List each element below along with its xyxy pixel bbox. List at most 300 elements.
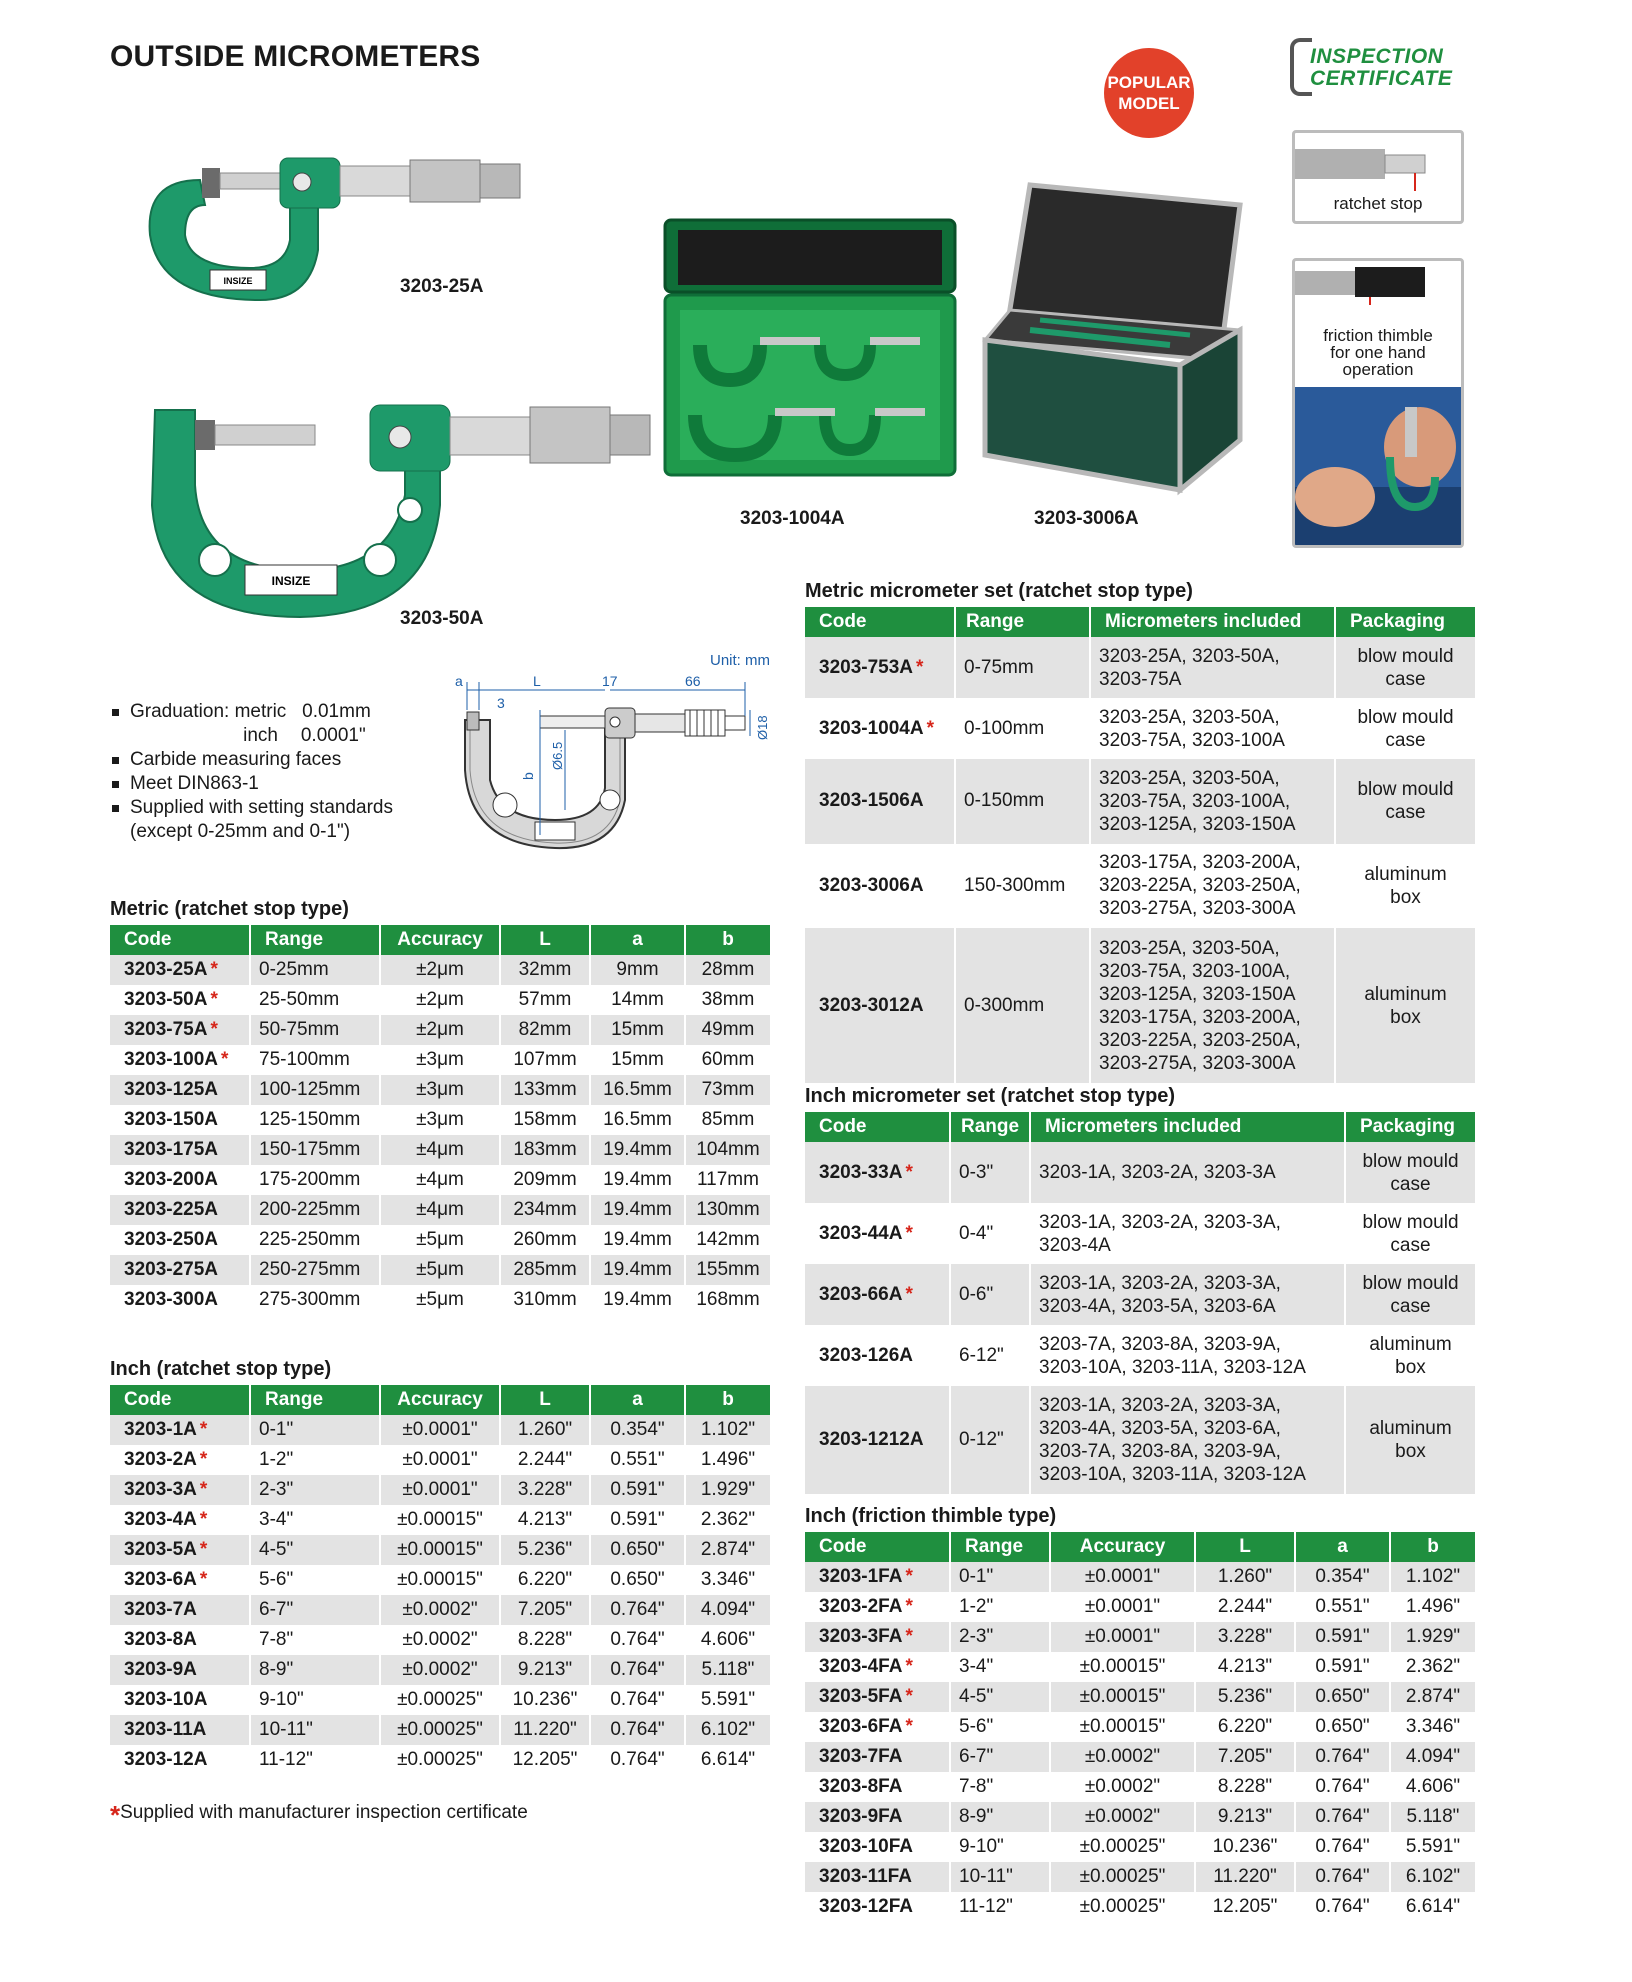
b-cell: 4.606" (685, 1625, 770, 1655)
metric-set-title: Metric micrometer set (ratchet stop type) (805, 580, 1193, 602)
range-cell: 0-1" (250, 1415, 380, 1445)
b-cell: 1.496" (685, 1445, 770, 1475)
packaging-line: box (1395, 1441, 1426, 1462)
range-cell: 75-100mm (250, 1045, 380, 1075)
table-row (805, 1142, 1475, 1203)
code-cell (110, 1195, 250, 1225)
range-cell: 225-250mm (250, 1225, 380, 1255)
range-cell: 0-25mm (250, 955, 380, 985)
range-cell: 6-7" (250, 1595, 380, 1625)
ratchet-stop-inset (1292, 130, 1464, 224)
range-cell: 8-9" (950, 1802, 1050, 1832)
column-header: Packaging (1345, 1112, 1475, 1142)
table-row (110, 1655, 770, 1685)
accuracy-cell: ±3μm (380, 1045, 500, 1075)
inch-set-title: Inch micrometer set (ratchet stop type) (805, 1085, 1176, 1107)
header-row (805, 607, 1475, 637)
a-cell: 0.650" (590, 1565, 685, 1595)
certificate-star-icon: * (199, 1419, 208, 1440)
b-cell: 5.591" (685, 1685, 770, 1715)
a-cell: 0.764" (590, 1655, 685, 1685)
spec-graduation-inch (110, 724, 393, 748)
included-line: 3203-175A, 3203-200A, (1099, 1006, 1301, 1028)
inch-friction-title: Inch (friction thimble type) (805, 1505, 1057, 1527)
l-cell: 234mm (500, 1195, 590, 1225)
certificate-star-icon: * (916, 656, 924, 678)
code-text: 3203-1212A (819, 1429, 924, 1450)
column-header: Accuracy (1050, 1532, 1195, 1562)
table-row (805, 1682, 1475, 1712)
code-text: 3203-175A (124, 1139, 219, 1160)
table-row (110, 1445, 770, 1475)
code-cell (805, 1386, 950, 1494)
accuracy-cell: ±0.0001" (380, 1415, 500, 1445)
b-cell: 85mm (685, 1105, 770, 1135)
code-text: 3203-66A (819, 1283, 903, 1305)
a-cell: 0.650" (590, 1535, 685, 1565)
friction-label-2: for one hand (1330, 343, 1426, 362)
code-cell (110, 1255, 250, 1285)
packaging-line: box (1390, 1006, 1421, 1028)
packaging-line: blow mould (1357, 779, 1454, 801)
code-cell (805, 1142, 950, 1203)
svg-text:INSIZE: INSIZE (271, 574, 311, 588)
code-cell (110, 1655, 250, 1685)
included-line: 3203-125A, 3203-150A (1099, 813, 1296, 835)
certificate-star-icon: * (210, 989, 218, 1010)
included-line: 3203-275A, 3203-300A (1099, 1052, 1296, 1074)
ratchet-stop-icon (1295, 133, 1461, 193)
column-header: b (1390, 1532, 1475, 1562)
packaging-cell (1335, 698, 1475, 759)
certificate-star-icon: * (905, 1686, 913, 1707)
header-row (110, 925, 770, 955)
packaging-line: case (1385, 729, 1426, 751)
a-cell: 0.354" (1295, 1562, 1390, 1592)
header-row (805, 1532, 1475, 1562)
friction-label-1: friction thimble (1323, 326, 1433, 345)
code-text: 3203-6FA (819, 1716, 903, 1737)
certificate-star-icon: * (905, 1716, 913, 1737)
code-cell (805, 1562, 950, 1592)
certificate-star-icon: * (905, 1566, 913, 1587)
code-cell (110, 1015, 250, 1045)
accuracy-cell: ±0.00015" (1050, 1712, 1195, 1742)
a-cell: 0.650" (1295, 1682, 1390, 1712)
table-row (805, 1742, 1475, 1772)
certificate-star-icon: * (210, 1019, 218, 1040)
included-line: 3203-275A, 3203-300A (1099, 898, 1296, 920)
table-row (110, 1105, 770, 1135)
column-header: Code (805, 1112, 950, 1142)
included-line: 3203-225A, 3203-250A, (1099, 875, 1301, 897)
dim-66-label: 66 (685, 673, 701, 689)
packaging-line: case (1390, 1234, 1431, 1256)
packaging-cell (1335, 844, 1475, 929)
table-row (805, 637, 1475, 698)
dimension-diagram (445, 670, 775, 860)
packaging-cell (1345, 1325, 1475, 1386)
code-text: 3203-275A (124, 1259, 219, 1280)
metric-set-table (805, 607, 1475, 1083)
a-cell: 19.4mm (590, 1165, 685, 1195)
certificate-star-icon: * (905, 1283, 913, 1305)
table-row (805, 1325, 1475, 1386)
packaging-line: box (1395, 1356, 1426, 1378)
table-row (805, 1203, 1475, 1264)
range-cell: 7-8" (950, 1772, 1050, 1802)
table-row (110, 1045, 770, 1075)
column-header: b (685, 1385, 770, 1415)
accuracy-cell: ±0.00015" (1050, 1682, 1195, 1712)
included-line: 3203-7A, 3203-8A, 3203-9A, (1039, 1441, 1281, 1462)
b-cell: 5.118" (685, 1655, 770, 1685)
header-row (110, 1385, 770, 1415)
column-header: Range (250, 1385, 380, 1415)
code-cell (805, 1862, 950, 1892)
accuracy-cell: ±0.0002" (1050, 1772, 1195, 1802)
b-cell: 6.102" (1390, 1862, 1475, 1892)
code-text: 3203-3FA (819, 1626, 903, 1647)
code-text: 3203-11A (124, 1719, 207, 1740)
accuracy-cell: ±0.00015" (380, 1565, 500, 1595)
code-cell (110, 1685, 250, 1715)
column-header: L (500, 1385, 590, 1415)
table-row (110, 985, 770, 1015)
spec-graduation-metric (110, 700, 393, 724)
l-cell: 2.244" (500, 1445, 590, 1475)
code-text: 3203-753A (819, 656, 914, 678)
code-text: 3203-5A (124, 1539, 197, 1560)
b-cell: 1.496" (1390, 1592, 1475, 1622)
l-cell: 285mm (500, 1255, 590, 1285)
range-cell: 200-225mm (250, 1195, 380, 1225)
packaging-line: case (1385, 802, 1426, 824)
range-cell: 1-2" (950, 1592, 1050, 1622)
table-row (805, 1832, 1475, 1862)
a-cell: 0.591" (590, 1475, 685, 1505)
a-cell: 19.4mm (590, 1225, 685, 1255)
certificate-star-icon: * (199, 1569, 208, 1590)
ratchet-stop-label: ratchet stop (1333, 194, 1423, 213)
table-row (110, 1745, 770, 1775)
model-50a-caption: 3203-50A (400, 608, 484, 629)
b-cell: 3.346" (1390, 1712, 1475, 1742)
b-cell: 1.929" (685, 1475, 770, 1505)
code-text: 3203-50A (124, 989, 208, 1010)
accuracy-cell: ±0.00015" (380, 1535, 500, 1565)
spec-item: Meet DIN863-1 (110, 772, 393, 796)
code-cell (110, 1595, 250, 1625)
l-cell: 5.236" (1195, 1682, 1295, 1712)
l-cell: 10.236" (1195, 1832, 1295, 1862)
table-row (110, 1505, 770, 1535)
inch-set-table (805, 1112, 1475, 1494)
accuracy-cell: ±5μm (380, 1255, 500, 1285)
code-cell (110, 1475, 250, 1505)
l-cell: 7.205" (500, 1595, 590, 1625)
code-cell (805, 1592, 950, 1622)
table-row (805, 1652, 1475, 1682)
code-cell (110, 1715, 250, 1745)
accuracy-cell: ±0.00025" (1050, 1832, 1195, 1862)
l-cell: 3.228" (500, 1475, 590, 1505)
included-line: 3203-25A, 3203-50A, (1099, 645, 1280, 667)
a-cell: 0.551" (590, 1445, 685, 1475)
table-row (110, 1075, 770, 1105)
set-3006a-box-image (970, 180, 1250, 500)
l-cell: 107mm (500, 1045, 590, 1075)
code-text: 3203-5FA (819, 1686, 903, 1707)
packaging-line: blow mould (1362, 1211, 1459, 1233)
l-cell: 2.244" (1195, 1592, 1295, 1622)
page-title: OUTSIDE MICROMETERS (110, 40, 481, 73)
range-cell: 250-275mm (250, 1255, 380, 1285)
accuracy-cell: ±5μm (380, 1225, 500, 1255)
table-row (805, 1386, 1475, 1494)
included-cell (1090, 698, 1335, 759)
range-cell: 6-12" (950, 1325, 1030, 1386)
accuracy-cell: ±0.0001" (1050, 1592, 1195, 1622)
code-text: 3203-44A (819, 1222, 903, 1244)
dim-3-label: 3 (497, 695, 505, 711)
l-cell: 4.213" (1195, 1652, 1295, 1682)
certificate-star-icon: * (926, 717, 934, 739)
b-cell: 60mm (685, 1045, 770, 1075)
column-header: Range (950, 1532, 1050, 1562)
l-cell: 7.205" (1195, 1742, 1295, 1772)
b-cell: 4.094" (685, 1595, 770, 1625)
included-line: 3203-4A, 3203-5A, 3203-6A, (1039, 1418, 1281, 1439)
code-cell (110, 1285, 250, 1315)
range-cell: 3-4" (250, 1505, 380, 1535)
micrometer-25a-image (140, 140, 560, 310)
accuracy-cell: ±2μm (380, 985, 500, 1015)
column-header: a (590, 1385, 685, 1415)
column-header: L (500, 925, 590, 955)
l-cell: 133mm (500, 1075, 590, 1105)
code-cell (110, 1445, 250, 1475)
code-cell (805, 1892, 950, 1922)
a-cell: 0.764" (1295, 1832, 1390, 1862)
included-line: 3203-75A (1099, 668, 1182, 690)
column-header: Range (950, 1112, 1030, 1142)
packaging-line: blow mould (1357, 645, 1454, 667)
included-line: 3203-75A, 3203-100A (1099, 729, 1285, 751)
b-cell: 1.929" (1390, 1622, 1475, 1652)
range-cell: 4-5" (950, 1682, 1050, 1712)
included-cell (1090, 844, 1335, 929)
dim-17-label: 17 (602, 673, 618, 689)
code-text: 3203-2A (124, 1449, 197, 1470)
l-cell: 183mm (500, 1135, 590, 1165)
included-cell (1090, 637, 1335, 698)
included-cell (1030, 1325, 1345, 1386)
a-cell: 0.764" (590, 1625, 685, 1655)
b-cell: 38mm (685, 985, 770, 1015)
accuracy-cell: ±0.0001" (380, 1445, 500, 1475)
accuracy-cell: ±0.00025" (380, 1685, 500, 1715)
code-cell (110, 955, 250, 985)
range-cell: 10-11" (950, 1862, 1050, 1892)
dim-b-label: b (520, 772, 536, 780)
code-cell (805, 637, 955, 698)
inch-ratchet-title: Inch (ratchet stop type) (110, 1358, 332, 1380)
code-cell (110, 1135, 250, 1165)
code-cell (110, 1075, 250, 1105)
table-row (110, 1595, 770, 1625)
badge-line-2: MODEL (1118, 94, 1180, 113)
accuracy-cell: ±4μm (380, 1165, 500, 1195)
range-cell: 9-10" (250, 1685, 380, 1715)
range-cell: 100-125mm (250, 1075, 380, 1105)
code-cell (805, 1652, 950, 1682)
b-cell: 49mm (685, 1015, 770, 1045)
l-cell: 310mm (500, 1285, 590, 1315)
certificate-star-icon: * (199, 1479, 208, 1500)
l-cell: 3.228" (1195, 1622, 1295, 1652)
packaging-line: box (1390, 886, 1421, 908)
packaging-line: blow mould (1357, 706, 1454, 728)
footnote-text: Supplied with manufacturer inspection certificate (120, 1802, 528, 1823)
b-cell: 6.102" (685, 1715, 770, 1745)
packaging-line: blow mould (1362, 1150, 1459, 1172)
range-cell: 0-6" (950, 1264, 1030, 1325)
l-cell: 6.220" (500, 1565, 590, 1595)
column-header: b (685, 925, 770, 955)
column-header: Accuracy (380, 925, 500, 955)
a-cell: 19.4mm (590, 1195, 685, 1225)
b-cell: 142mm (685, 1225, 770, 1255)
code-text: 3203-12FA (819, 1896, 914, 1917)
range-cell: 0-4" (950, 1203, 1030, 1264)
code-text: 3203-100A (124, 1049, 219, 1070)
table-row (110, 1165, 770, 1195)
table-row (805, 1592, 1475, 1622)
certificate-bracket-icon (1290, 38, 1312, 96)
range-cell: 0-1" (950, 1562, 1050, 1592)
b-cell: 2.362" (1390, 1652, 1475, 1682)
b-cell: 6.614" (1390, 1892, 1475, 1922)
included-line: 3203-25A, 3203-50A, (1099, 767, 1280, 789)
code-cell (110, 1625, 250, 1655)
included-line: 3203-4A (1039, 1234, 1111, 1256)
table-row (805, 1622, 1475, 1652)
model-25a-caption: 3203-25A (400, 276, 484, 297)
certificate-star-icon: * (199, 1509, 208, 1530)
code-text: 3203-8A (124, 1629, 197, 1650)
b-cell: 2.874" (685, 1535, 770, 1565)
a-cell: 19.4mm (590, 1285, 685, 1315)
table-row (805, 1862, 1475, 1892)
badge-line-1: POPULAR (1107, 73, 1191, 92)
cert-line-1: INSPECTION (1310, 45, 1444, 68)
a-cell: 15mm (590, 1015, 685, 1045)
accuracy-cell: ±0.00025" (1050, 1862, 1195, 1892)
column-header: Micrometers included (1090, 607, 1335, 637)
inch-friction-table (805, 1532, 1475, 1922)
a-cell: 0.764" (1295, 1862, 1390, 1892)
table-row (110, 1255, 770, 1285)
accuracy-cell: ±0.0001" (380, 1475, 500, 1505)
packaging-line: case (1390, 1173, 1431, 1195)
column-header: Code (110, 1385, 250, 1415)
spec-note: (except 0-25mm and 0-1") (130, 821, 351, 842)
code-cell (805, 1622, 950, 1652)
accuracy-cell: ±4μm (380, 1135, 500, 1165)
l-cell: 12.205" (1195, 1892, 1295, 1922)
range-cell: 7-8" (250, 1625, 380, 1655)
code-text: 3203-9A (124, 1659, 197, 1680)
range-cell: 4-5" (250, 1535, 380, 1565)
code-text: 3203-4FA (819, 1656, 903, 1677)
accuracy-cell: ±0.00025" (380, 1715, 500, 1745)
hand-operation-photo (1295, 387, 1461, 545)
b-cell: 155mm (685, 1255, 770, 1285)
code-cell (805, 1682, 950, 1712)
range-cell: 150-175mm (250, 1135, 380, 1165)
accuracy-cell: ±0.0001" (1050, 1562, 1195, 1592)
set-1004a-case-image (660, 215, 960, 485)
table-row (805, 698, 1475, 759)
a-cell: 16.5mm (590, 1105, 685, 1135)
code-cell (805, 1264, 950, 1325)
a-cell: 15mm (590, 1045, 685, 1075)
code-cell (110, 1745, 250, 1775)
b-cell: 6.614" (685, 1745, 770, 1775)
b-cell: 4.606" (1390, 1772, 1475, 1802)
table-row (110, 1535, 770, 1565)
included-cell (1090, 928, 1335, 1083)
packaging-cell (1345, 1386, 1475, 1494)
code-text: 3203-25A (124, 959, 208, 980)
code-text: 3203-9FA (819, 1806, 903, 1827)
packaging-line: case (1390, 1295, 1431, 1317)
included-line: 3203-10A, 3203-11A, 3203-12A (1039, 1464, 1306, 1485)
range-cell: 2-3" (250, 1475, 380, 1505)
footnote-star: * (110, 1800, 121, 1830)
spec-item: Carbide measuring faces (110, 748, 393, 772)
code-cell (805, 698, 955, 759)
packaging-line: aluminum (1369, 1333, 1452, 1355)
dim-phi18-label: Ø18 (755, 715, 770, 740)
footnote (110, 1800, 528, 1831)
included-line: 3203-1A, 3203-2A, 3203-3A, (1039, 1395, 1281, 1416)
a-cell: 14mm (590, 985, 685, 1015)
b-cell: 5.591" (1390, 1832, 1475, 1862)
l-cell: 1.260" (1195, 1562, 1295, 1592)
b-cell: 1.102" (1390, 1562, 1475, 1592)
included-line: 3203-175A, 3203-200A, (1099, 852, 1301, 874)
code-cell (110, 1105, 250, 1135)
certificate-star-icon: * (221, 1049, 229, 1070)
code-text: 3203-8FA (819, 1776, 903, 1797)
certificate-star-icon: * (199, 1449, 208, 1470)
l-cell: 82mm (500, 1015, 590, 1045)
graduation-inch-value: 0.0001" (300, 725, 366, 746)
code-text: 3203-2FA (819, 1596, 903, 1617)
packaging-line: aluminum (1369, 1418, 1452, 1439)
l-cell: 6.220" (1195, 1712, 1295, 1742)
graduation-metric-value: 0.01mm (302, 701, 371, 722)
range-cell: 275-300mm (250, 1285, 380, 1315)
code-text: 3203-75A (124, 1019, 208, 1040)
l-cell: 11.220" (1195, 1862, 1295, 1892)
certificate-star-icon: * (210, 959, 218, 980)
l-cell: 11.220" (500, 1715, 590, 1745)
l-cell: 158mm (500, 1105, 590, 1135)
included-cell (1030, 1203, 1345, 1264)
